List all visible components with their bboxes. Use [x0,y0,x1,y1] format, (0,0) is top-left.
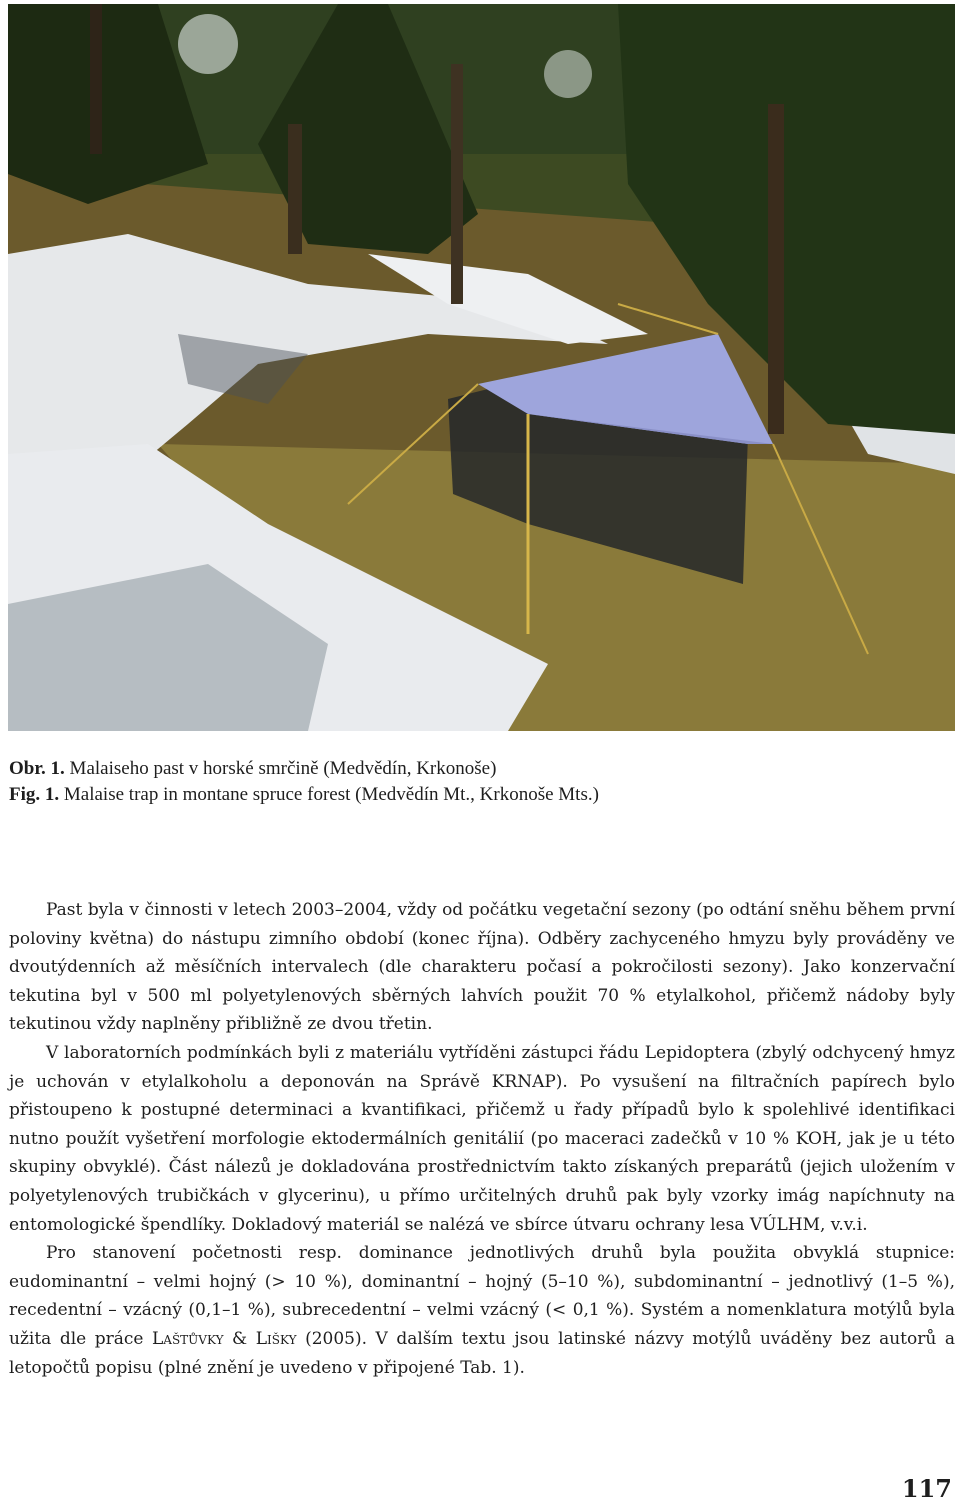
caption-label-english: Fig. 1. [9,784,60,805]
body-text [9,896,955,1382]
figure-caption-czech [9,757,496,781]
paragraph-dominance-start: Pro stanovení početnosti resp. dominance jednotlivých druhů byla použita obvyklá stupnice: eudominantní – velmi hojný (> 10 %), dominantní – hojný (5–10 %), subdominantní – jednotlivý (1–5 %), recedentní – vzácný (0,1–1 %), subrecedentní – velmi vzácný (< 0,1 %). Systém a nomenklatura motýlů byla užita dle práce [9,1243,955,1349]
caption-label-czech: Obr. 1. [9,758,65,779]
paragraph-dominance [9,1239,955,1382]
figure-caption-english [9,783,599,807]
forest-photo-illustration [8,4,955,731]
paragraph-laboratory: V laboratorních podmínkách byli z materiálu vytříděni zástupci řádu Lepidoptera (zbylý odchycený hmyz je uchován v etylalkoholu a deponován na Správě KRNAP). Po vysušení na filtračních papírech bylo přistoupeno k postupné determinaci a kvantifikaci, přičemž u řady případů bylo k spolehlivé identifikaci nutno použít vyšetření morfologie ektodermálních genitálií (po maceraci zadečků v 10 % KOH, jak je u této skupiny obvyklé). Část nálezů je dokladována prostřednictvím takto získaných preparátů (jejich uložením v polyetylenových trubičkách v glycerinu), u přímo určitelných druhů pak byly vzorky imág napíchnuty na entomologické špendlíky. Dokladový materiál se nalézá ve sbírce útvaru ochrany lesa VÚLHM, v.v.i. [9,1042,955,1235]
caption-text-english: Malaise trap in montane spruce forest (Medvědín Mt., Krkonoše Mts.) [59,784,599,805]
caption-text-czech: Malaiseho past v horské smrčině (Medvědín, Krkonoše) [64,758,497,779]
citation-author-liska: Lišky [255,1328,297,1349]
malaise-trap-photo [8,4,955,731]
page-number: 117 [901,1474,952,1503]
citation-ampersand: & [223,1328,256,1349]
citation-author-lastuvka: Laštůvky [152,1328,224,1349]
paragraph-dominance-end: (2005). V dalším textu jsou latinské názvy motýlů uváděny bez autorů a letopočtů popisu (plné znění je uvedeno v připojené Tab. 1). [9,1328,955,1378]
paragraph-methods: Past byla v činnosti v letech 2003–2004, vždy od počátku vegetační sezony (po odtání sněhu během první poloviny května) do nástupu zimního období (konec října). Odběry zachyceného hmyzu byly prováděny ve dvoutýdenních až měsíčních intervalech (dle charakteru počasí a pokročilosti sezony). Jako konzervační tekutina byl v 500 ml polyetylenových sběrných lahvích použit 70 % etylalkohol, přičemž nádoby byly tekutinou vždy naplněny přibližně ze dvou třetin. [9,900,955,1035]
